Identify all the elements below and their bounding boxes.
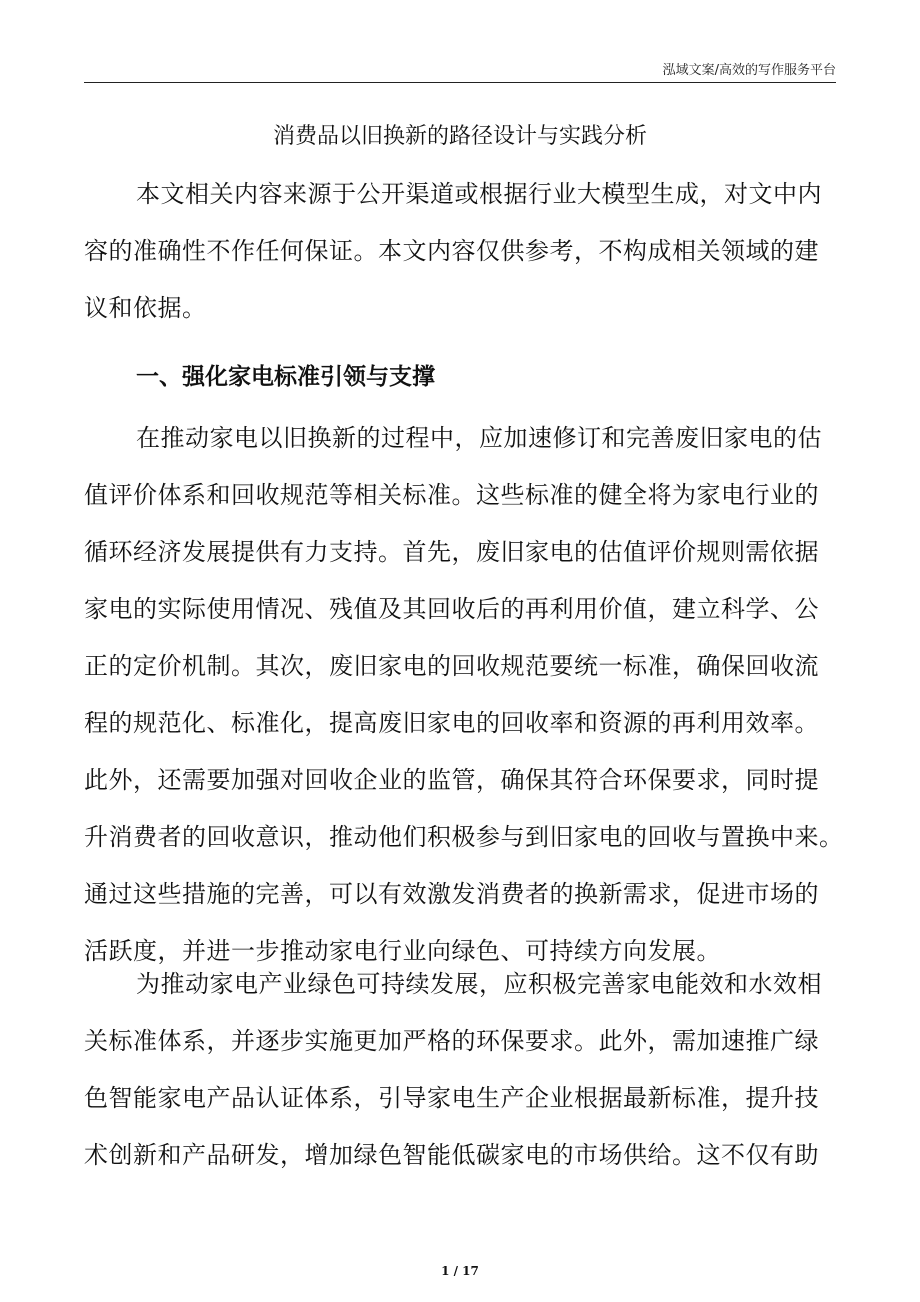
disclaimer-paragraph xyxy=(84,166,836,337)
paragraph-line: 通过这些措施的完善，可以有效激发消费者的换新需求，促进市场的 xyxy=(84,880,819,908)
disclaimer-line: 议和依据。 xyxy=(84,294,207,322)
header-platform-name: 泓域文案/高效的写作服务平台 xyxy=(662,63,836,78)
paragraph-line: 关标准体系，并逐步实施更加严格的环保要求。此外，需加速推广绿 xyxy=(84,1027,819,1055)
paragraph-line: 正的定价机制。其次，废旧家电的回收规范要统一标准，确保回收流 xyxy=(84,652,819,680)
paragraph-line: 值评价体系和回收规范等相关标准。这些标准的健全将为家电行业的 xyxy=(84,481,819,509)
paragraph-line: 程的规范化、标准化，提高废旧家电的回收率和资源的再利用效率。 xyxy=(84,709,819,737)
body-paragraph-1 xyxy=(84,410,844,980)
body-paragraph-2 xyxy=(84,956,836,1184)
paragraph-line: 循环经济发展提供有力支持。首先，废旧家电的估值评价规则需依据 xyxy=(84,538,819,566)
section-heading: 一、强化家电标准引领与支撑 xyxy=(136,364,435,390)
header-divider xyxy=(84,82,836,83)
paragraph-line: 术创新和产品研发，增加绿色智能低碳家电的市场供给。这不仅有助 xyxy=(84,1141,819,1169)
paragraph-line: 家电的实际使用情况、残值及其回收后的再利用价值，建立科学、公 xyxy=(84,595,819,623)
page-number: 1 / 17 xyxy=(441,1264,479,1278)
disclaimer-line: 容的准确性不作任何保证。本文内容仅供参考，不构成相关领域的建 xyxy=(84,237,819,265)
paragraph-line: 升消费者的回收意识，推动他们积极参与到旧家电的回收与置换中来。 xyxy=(84,823,844,851)
paragraph-line: 为推动家电产业绿色可持续发展，应积极完善家电能效和水效相 xyxy=(136,970,822,998)
paragraph-line: 此外，还需要加强对回收企业的监管，确保其符合环保要求，同时提 xyxy=(84,766,819,794)
paragraph-line: 在推动家电以旧换新的过程中，应加速修订和完善废旧家电的估 xyxy=(136,424,822,452)
paragraph-line: 活跃度，并进一步推动家电行业向绿色、可持续方向发展。 xyxy=(84,937,721,965)
paragraph-line: 色智能家电产品认证体系，引导家电生产企业根据最新标准，提升技 xyxy=(84,1084,819,1112)
disclaimer-line: 本文相关内容来源于公开渠道或根据行业大模型生成，对文中内 xyxy=(136,180,822,208)
document-title: 消费品以旧换新的路径设计与实践分析 xyxy=(272,124,647,149)
